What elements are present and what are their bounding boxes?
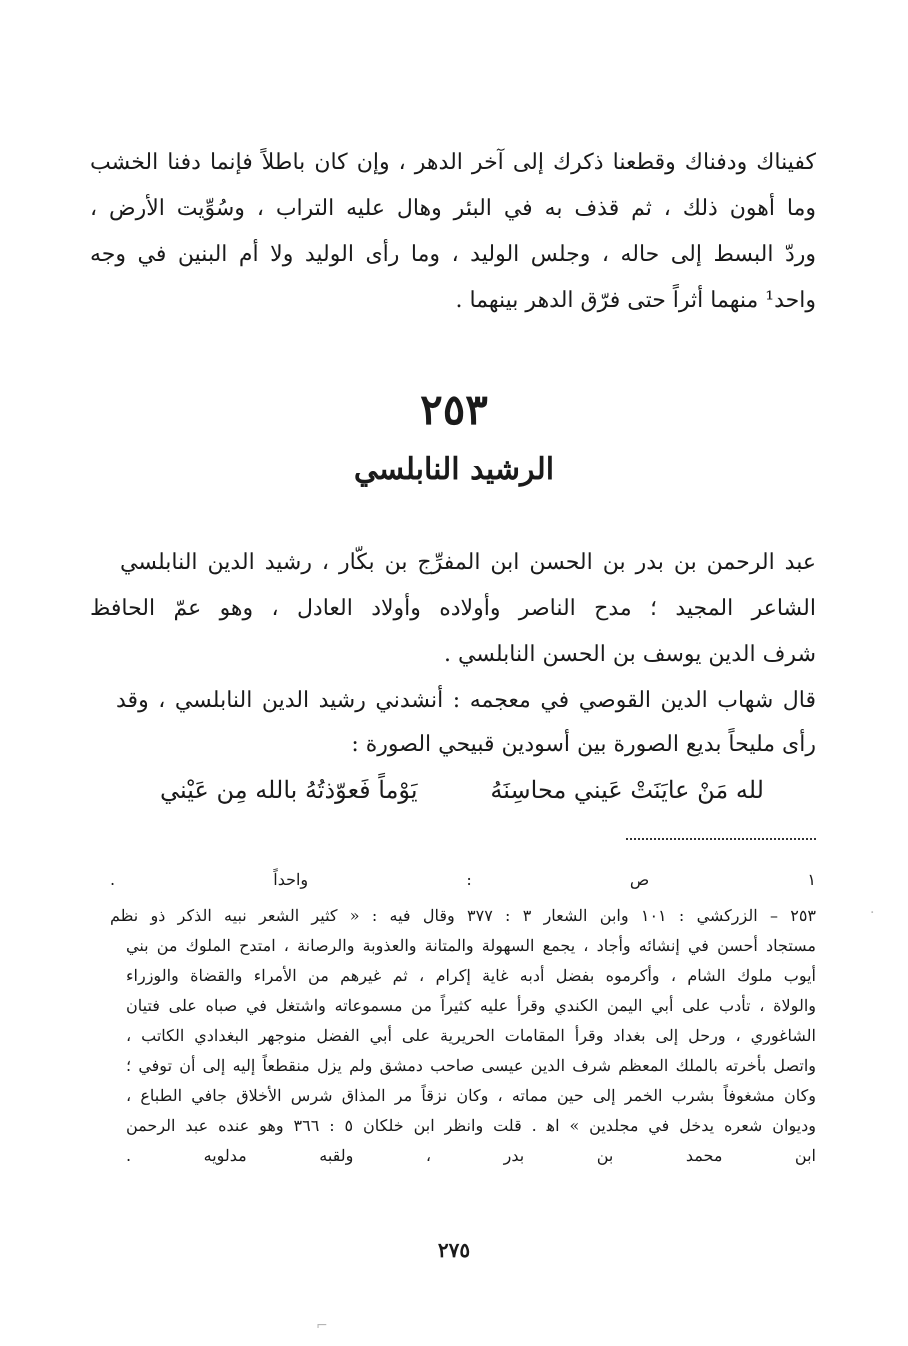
text-line: واحد¹ منهما أثراً حتى فرّق الدهر بينهما . [455,288,816,313]
footnote-253-line: وكان مشغوفاً بشرب الخمر إلى حين مماته ، وكان نزقاً مر المذاق شرس الأخلاق جافي الطباع ، [126,1086,816,1105]
verse-second-hemistich: يَوْماً فَعوّذتُهُ بالله مِن عَيْني [160,776,418,804]
text-line: وردّ البسط إلى حاله ، وجلس الوليد ، وما رأى الوليد ولا أم البنين في وجه [90,242,816,267]
footnote-separator [626,838,816,840]
text-line: رأى مليحاً بديع الصورة بين أسودين قبيحي الصورة : [351,732,816,757]
entry-number: ٢٥٣ [420,385,488,434]
footnote-253-line: ابن محمد بن بدر ، ولقبه مدلويه . [126,1146,816,1165]
text-line: كفيناك ودفناك وقطعنا ذكرك إلى آخر الدهر ، وإن كان باطلاً فإنما دفنا الخشب [90,150,816,175]
footnote-253-line: الشاغوري ، ورحل إلى بغداد وقرأ المقامات الحريرية على أبي الفضل منوجهر البغدادي الكاتب ، [126,1026,816,1045]
page-number: ٢٧٥ [437,1238,471,1262]
text-line: عبد الرحمن بن بدر بن الحسن ابن المفرِّج بن بكّار ، رشيد الدين النابلسي [120,550,816,575]
text-line: الشاعر المجيد ؛ مدح الناصر وأولاده وأولاد العادل ، وهو عمّ الحافظ [90,596,816,621]
footnote-253-line: أيوب ملوك الشام ، وأكرموه بفضل أدبه غاية إكرام ، ثم غيرهم من الأمراء والقضاة والوزراء [126,966,816,985]
footnote-253-line: والولاة ، تأدب على أبي اليمن الكندي وقرأ عليه كثيراً من مسموعاته واشتغل في صباه على فتيان [126,996,816,1015]
footnote-253-line: ٢٥٣ – الزركشي : ١٠١ وابن الشعار ٣ : ٣٧٧ وقال فيه : « كثير الشعر نبيه الذكر ذو نظم [110,906,816,925]
footnote-253-line: وديوان شعره يدخل في مجلدين » اﻫ . قلت وانظر ابن خلكان ٥ : ٣٦٦ وهو عنده عبد الرحمن [126,1116,816,1135]
footnote-253-line: واتصل بأخرته بالملك المعظم شرف الدين عيسى صاحب دمشق ولم يزل منقطعاً إليه إلى أن توفي ؛ [126,1056,816,1075]
scan-mark: ⌐ [316,1318,328,1334]
entry-title: الرشيد النابلسي [353,452,555,487]
verse-first-hemistich: لله مَنْ عايَنَتْ عَيني محاسِنَهُ [490,776,764,804]
footnote-1: ١ ص : واحداً . [110,870,816,889]
text-line: شرف الدين يوسف بن الحسن النابلسي . [443,642,816,667]
text-line: وما أهون ذلك ، ثم قذف به في البئر وهال عليه التراب ، وسُوِّيت الأرض ، [90,196,816,221]
footnote-253-line: مستجاد أحسن في إنشائه وأجاد ، يجمع السهولة والمتانة والعذوبة والرصانة ، امتدح الملوك من بني [126,936,816,955]
text-line: قال شهاب الدين القوصي في معجمه : أنشدني رشيد الدين النابلسي ، وقد [116,688,816,713]
scan-mark: · [870,905,875,921]
